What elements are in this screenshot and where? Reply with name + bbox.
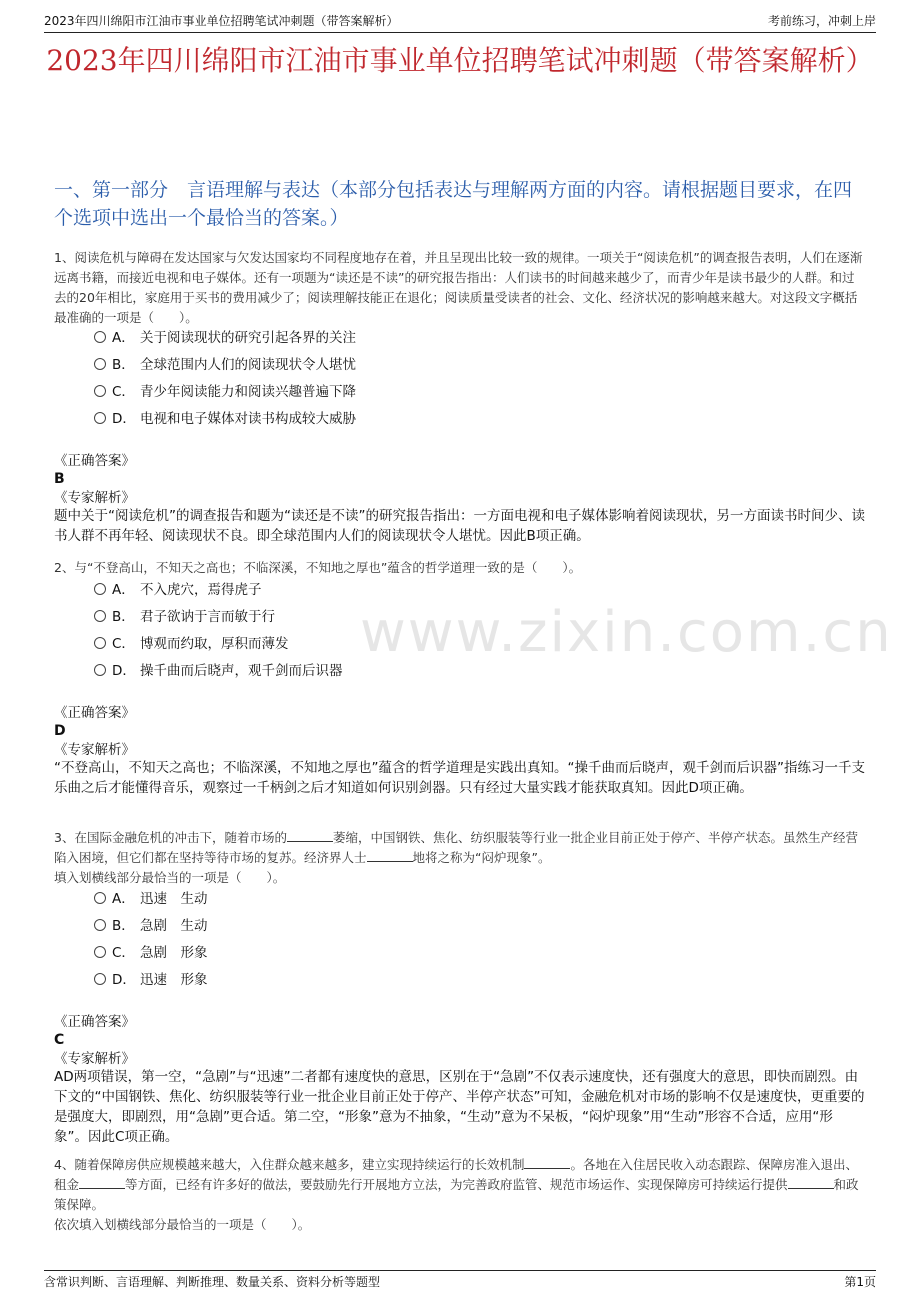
question-1-answer: B: [54, 471, 65, 487]
question-3-answer: C: [54, 1032, 65, 1048]
watermark: www.zixin.com.cn: [360, 600, 893, 665]
answer-label: 《正确答案》: [54, 1014, 135, 1030]
answer-label: 《正确答案》: [54, 453, 135, 469]
fill-blank[interactable]: [788, 1176, 834, 1189]
fill-blank[interactable]: [79, 1176, 125, 1189]
question-2-option-d[interactable]: D． 操千曲而后晓声，观千剑而后识器: [94, 661, 343, 681]
question-3-option-b[interactable]: B． 急剧 生动: [94, 916, 208, 936]
radio-icon[interactable]: [94, 973, 106, 985]
question-3-option-a[interactable]: A． 迅速 生动: [94, 889, 208, 909]
question-1-stem: 1、阅读危机与障碍在发达国家与欠发达国家均不同程度地存在着，并且呈现出比较一致的规律。一项关于“阅读危机”的调查报告表明，人们在逐渐远离书籍，而接近电视和电子媒体。还有一项题为“读还是不读”的研究报告指出：人们读书的时间越来越少了，而青少年是读书最少的人群。和过去的20年相比，家庭用于买书的费用减少了；阅读理解技能正在退化；阅读质量受读者的社会、文化、经济状况的影响越来越大。对这段文字概括最准确的一项是（ ）。: [54, 250, 863, 325]
radio-icon[interactable]: [94, 664, 106, 676]
radio-icon[interactable]: [94, 610, 106, 622]
document-title: 2023年四川绵阳市江油市事业单位招聘笔试冲刺题（带答案解析）: [46, 44, 874, 77]
question-2-analysis: “不登高山，不知天之高也；不临深溪，不知地之厚也”蕴含的哲学道理是实践出真知。“操千曲而后晓声，观千剑而后识器”指练习一千支乐曲之后才能懂得音乐，观察过一千柄剑之后才知道如何识别剑器。只有经过大量实践才能获取真知。因此D项正确。: [54, 760, 865, 796]
question-2-option-b[interactable]: B． 君子欲讷于言而敏于行: [94, 607, 275, 627]
analysis-label: 《专家解析》: [54, 1051, 135, 1067]
question-1-analysis: 题中关于“阅读危机”的调查报告和题为“读还是不读”的研究报告指出：一方面电视和电子媒体影响着阅读现状，另一方面读书时间少、读书人群不再年轻、阅读现状不良。即全球范围内人们的阅读现状令人堪忧。因此B项正确。: [54, 508, 865, 544]
page-number: 第1页: [844, 1275, 876, 1289]
fill-blank[interactable]: [524, 1156, 570, 1169]
radio-icon[interactable]: [94, 946, 106, 958]
radio-icon[interactable]: [94, 358, 106, 370]
radio-icon[interactable]: [94, 385, 106, 397]
radio-icon[interactable]: [94, 892, 106, 904]
question-1-option-a[interactable]: A． 关于阅读现状的研究引起各界的关注: [94, 328, 356, 348]
question-1-option-c[interactable]: C． 青少年阅读能力和阅读兴趣普遍下降: [94, 382, 356, 402]
page-footer: [44, 1270, 876, 1291]
radio-icon[interactable]: [94, 331, 106, 343]
question-1-option-b[interactable]: B． 全球范围内人们的阅读现状令人堪忧: [94, 355, 356, 375]
header-doc-title: 2023年四川绵阳市江油市事业单位招聘笔试冲刺题（带答案解析）: [44, 14, 399, 28]
analysis-label: 《专家解析》: [54, 742, 135, 758]
question-4-stem: 4、随着保障房供应规模越来越大，入住群众越来越多，建立实现持续运行的长效机制 。各地在入住居民收入动态跟踪、保障房准入退出、租金 等方面，已经有许多好的做法，要鼓励先行开展地方立法，为完善政府监管、规范市场运作、实现保障房可持续运行提供 和政策保障。 依次填入划横线部分最恰当的一项是（ ）。: [54, 1157, 859, 1232]
question-2-answer: D: [54, 723, 66, 739]
fill-blank[interactable]: [367, 849, 413, 862]
question-2-stem: 2、与“不登高山，不知天之高也；不临深溪，不知地之厚也”蕴含的哲学道理一致的是（ ）。: [54, 560, 582, 575]
footer-note: 含常识判断、言语理解、判断推理、数量关系、资料分析等题型: [44, 1275, 381, 1289]
radio-icon[interactable]: [94, 412, 106, 424]
answer-label: 《正确答案》: [54, 705, 135, 721]
radio-icon[interactable]: [94, 919, 106, 931]
radio-icon[interactable]: [94, 637, 106, 649]
question-3-analysis: AD两项错误，第一空，“急剧”与“迅速”二者都有速度快的意思，区别在于“急剧”不仅表示速度快，还有强度大的意思，即快而剧烈。由下文的“中国钢铁、焦化、纺织服装等行业一批企业目前正处于停产、半停产状态”可知，金融危机对市场的影响不仅是速度快，更重要的是强度大，即剧烈，用“急剧”更合适。第二空，“形象”意为不抽象，“生动”意为不呆板，“闷炉现象”用“生动”形容不合适，应用“形象”。因此C项正确。: [54, 1069, 865, 1145]
fill-blank[interactable]: [287, 829, 333, 842]
analysis-label: 《专家解析》: [54, 490, 135, 506]
question-3-stem: 3、在国际金融危机的冲击下，随着市场的 萎缩，中国钢铁、焦化、纺织服装等行业一批企业目前正处于停产、半停产状态。虽然生产经营陷入困境，但它们都在坚持等待市场的复苏。经济界人士 地将之称为“闷炉现象”。 填入划横线部分最恰当的一项是（ ）。: [54, 830, 858, 885]
question-2-option-c[interactable]: C． 博观而约取，厚积而薄发: [94, 634, 289, 654]
radio-icon[interactable]: [94, 583, 106, 595]
question-3-option-c[interactable]: C． 急剧 形象: [94, 943, 208, 963]
page-header: [44, 10, 876, 33]
section-title: 一、第一部分 言语理解与表达（本部分包括表达与理解两方面的内容。请根据题目要求，在四个选项中选出一个最恰当的答案。）: [54, 179, 853, 229]
header-slogan: 考前练习，冲刺上岸: [767, 14, 876, 28]
question-2-option-a[interactable]: A． 不入虎穴，焉得虎子: [94, 580, 262, 600]
question-1-option-d[interactable]: D． 电视和电子媒体对读书构成较大威胁: [94, 409, 356, 429]
question-3-option-d[interactable]: D． 迅速 形象: [94, 970, 208, 990]
